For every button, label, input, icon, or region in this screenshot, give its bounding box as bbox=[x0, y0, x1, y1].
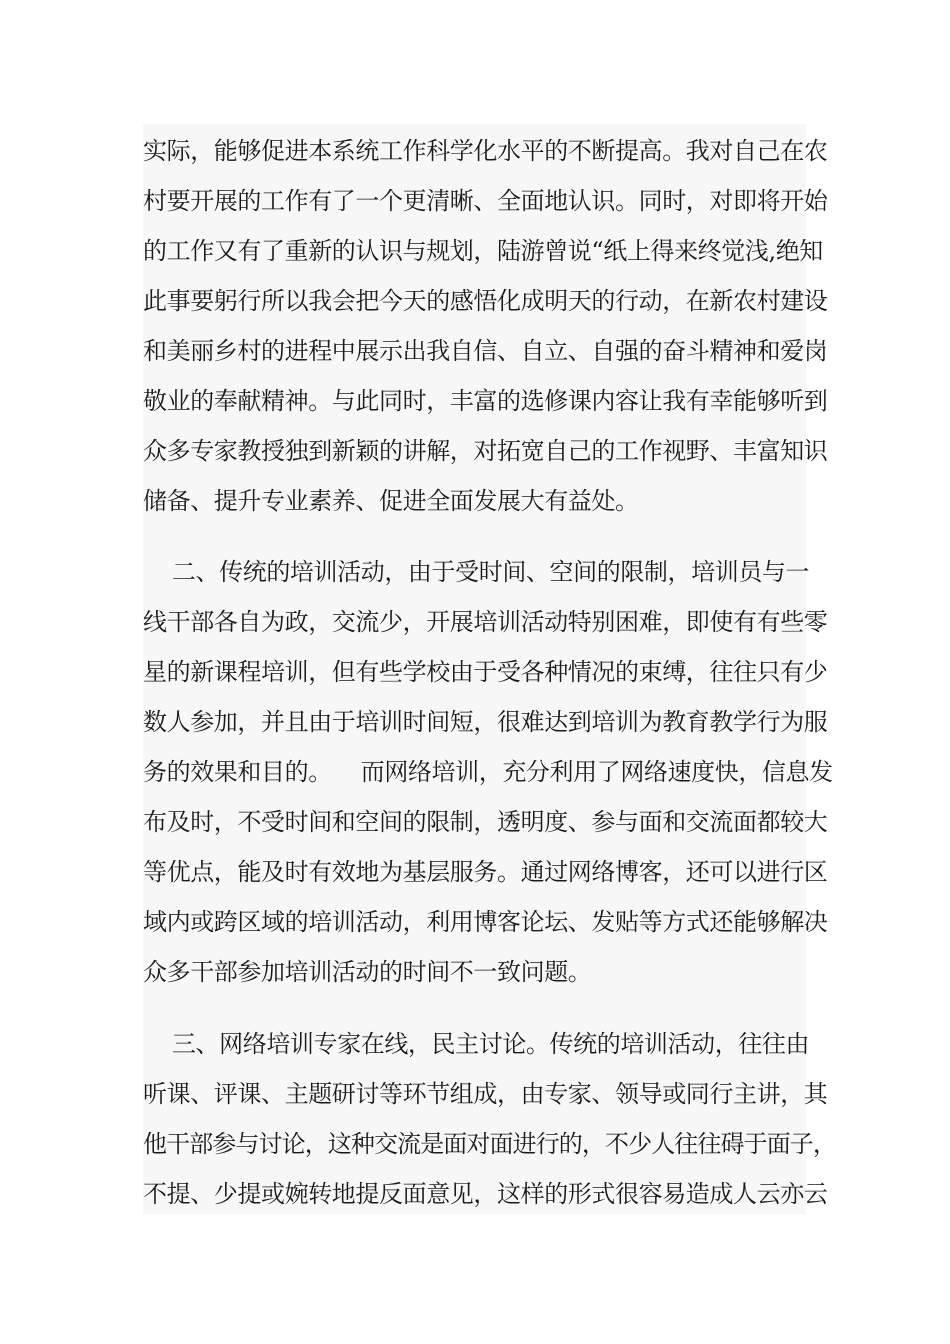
text-line: 和美丽乡村的进程中展示出我自信、自立、自强的奋斗精神和爱岗 bbox=[143, 337, 828, 365]
text-line: 星的新课程培训，但有些学校由于受各种情况的束缚，往往只有少 bbox=[143, 658, 828, 686]
text-line: 听课、评课、主题研讨等环节组成，由专家、领导或同行主讲，其 bbox=[143, 1080, 828, 1108]
text-line: 等优点，能及时有效地为基层服务。通过网络博客，还可以进行区 bbox=[143, 858, 828, 886]
text-line: 储备、提升专业素养、促进全面发展大有益处。 bbox=[143, 487, 639, 515]
text-line: 不提、少提或婉转地提反面意见，这样的形式很容易造成人云亦云 bbox=[143, 1180, 828, 1208]
text-line: 三、网络培训专家在线，民主讨论。传统的培训活动，往往由 bbox=[143, 1030, 810, 1058]
text-line: 众多专家教授独到新颖的讲解，对拓宽自己的工作视野、丰富知识 bbox=[143, 437, 828, 465]
text-line: 敬业的奉献精神。与此同时，丰富的选修课内容让我有幸能够听到 bbox=[143, 387, 828, 415]
text-line: 务的效果和目的。 而网络培训，充分利用了网络速度快，信息发 bbox=[143, 758, 833, 786]
text-line: 众多干部参加培训活动的时间不一致问题。 bbox=[143, 958, 592, 986]
text-line: 的工作又有了重新的认识与规划，陆游曾说“纸上得来终觉浅,绝知 bbox=[143, 237, 823, 265]
text-line: 他干部参与讨论，这种交流是面对面进行的，不少人往往碍于面子， bbox=[143, 1130, 836, 1158]
text-line: 线干部各自为政，交流少，开展培训活动特别困难，即使有有些零 bbox=[143, 608, 828, 636]
text-line: 此事要躬行所以我会把今天的感悟化成明天的行动，在新农村建设 bbox=[143, 287, 828, 315]
text-line: 布及时，不受时间和空间的限制，透明度、参与面和交流面都较大 bbox=[143, 808, 828, 836]
text-line: 二、传统的培训活动，由于受时间、空间的限制，培训员与一 bbox=[143, 558, 810, 586]
text-line: 实际，能够促进本系统工作科学化水平的不断提高。我对自己在农 bbox=[143, 137, 828, 165]
text-line: 村要开展的工作有了一个更清晰、全面地认识。同时，对即将开始 bbox=[143, 187, 828, 215]
text-line: 域内或跨区域的培训活动，利用博客论坛、发贴等方式还能够解决 bbox=[143, 908, 828, 936]
text-line: 数人参加，并且由于培训时间短，很难达到培训为教育教学行为服 bbox=[143, 708, 828, 736]
